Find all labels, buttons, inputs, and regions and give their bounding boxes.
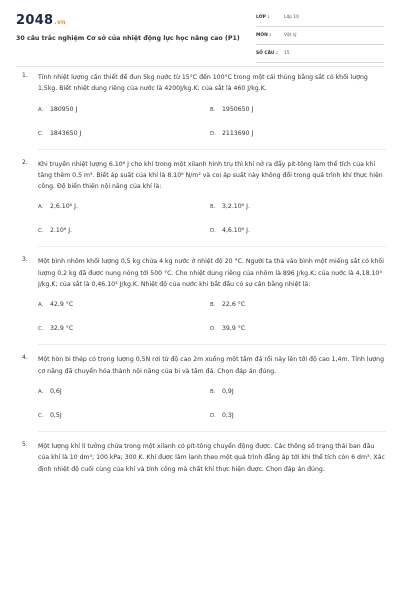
option-letter: C. — [38, 228, 44, 235]
option-a[interactable] — [38, 301, 73, 308]
meta-value: Lớp 10 — [284, 15, 299, 20]
option-text: 42,9 °C — [50, 301, 74, 309]
question-divider — [38, 149, 386, 150]
document-title: 30 câu trắc nghiệm Cơ sở của nhiệt động lực học nâng cao (P1) — [16, 35, 240, 42]
meta-label: MÔN : — [256, 33, 272, 38]
meta-row-subject — [256, 30, 384, 45]
question-number: 5. — [22, 440, 28, 448]
option-letter: D. — [210, 326, 216, 333]
meta-label: LỚP : — [256, 15, 270, 20]
option-letter: B. — [210, 388, 216, 395]
option-text: 32,9 °C — [50, 325, 74, 333]
option-letter: A. — [38, 388, 44, 395]
option-b[interactable] — [210, 106, 253, 113]
option-letter: B. — [210, 302, 216, 309]
option-c[interactable] — [38, 227, 72, 234]
option-b[interactable] — [210, 388, 234, 395]
question-1 — [0, 72, 400, 150]
option-b[interactable] — [210, 203, 250, 210]
option-text: 22,6 °C — [222, 301, 246, 309]
option-c[interactable] — [38, 130, 81, 137]
logo-suffix: .vn — [54, 19, 66, 26]
option-d[interactable] — [210, 325, 245, 332]
option-letter: C. — [38, 130, 44, 137]
question-4 — [0, 354, 400, 432]
logo-main: 2048 — [16, 13, 54, 28]
question-text: Một lượng khí lí tưởng chứa trong một xilanh có pít-tông chuyển động được. Các thông số trạng thái ban đầu của khí là 10 dm³; 100 kPa; 300 K. Khí được làm lạnh theo một quá trình đẳng áp tới khi thể tích còn 6 dm³. Xác định nhiệt độ cuối cùng của khí và tính công mà chất khí thực hiện được. Chọn đáp án đúng. — [38, 442, 385, 473]
question-divider — [38, 344, 386, 345]
question-text: Khi truyền nhiệt lượng 6.10⁶ J cho khí trong một xilanh hình trụ thì khí nở ra đẩy pit-tông làm thể tích của khí tăng thêm 0,5 m³. Biết áp suất của khí là 8.10⁶ N/m² và coi áp suất này không đổi trong quá trình khí thực hiện công. Độ biến thiên nội năng của khí là: — [38, 160, 383, 191]
option-text: 3,2.10⁶ J. — [222, 203, 250, 211]
option-text: 0,9J — [222, 387, 234, 395]
option-letter: C. — [38, 412, 44, 419]
option-d[interactable] — [210, 412, 234, 419]
option-text: 0,5J — [50, 411, 62, 419]
question-number: 1. — [22, 72, 28, 79]
document-header — [0, 0, 400, 62]
answer-options — [38, 296, 386, 340]
option-letter: D. — [210, 228, 216, 235]
question-2 — [0, 159, 400, 248]
meta-row-count — [256, 48, 384, 63]
option-text: 180950 J — [50, 105, 78, 113]
site-logo[interactable] — [16, 13, 66, 28]
question-divider — [38, 431, 386, 432]
meta-row-class — [256, 12, 384, 27]
header-divider — [16, 66, 384, 67]
answer-options — [38, 101, 386, 145]
option-text: 39,9 °C — [222, 325, 246, 333]
document-meta — [256, 12, 384, 66]
option-letter: C. — [38, 326, 44, 333]
option-letter: B. — [210, 204, 216, 211]
option-text: 2.10⁶ J. — [50, 227, 73, 235]
option-text: 1950650 J — [222, 105, 254, 113]
option-text: 2113690 J — [222, 129, 254, 137]
meta-value: Vật lý — [284, 33, 297, 38]
option-letter: A. — [38, 106, 44, 113]
question-list — [0, 72, 400, 475]
option-c[interactable] — [38, 412, 62, 419]
option-text: 0,3J — [222, 411, 234, 419]
question-number: 2. — [22, 158, 28, 166]
option-letter: A. — [38, 302, 44, 309]
meta-label: SỐ CÂU : — [256, 51, 278, 56]
option-text: 2,6.10⁶ J. — [50, 203, 78, 211]
question-number: 4. — [22, 354, 28, 362]
question-text: Một hòn bi thép có trọng lượng 0,5N rơi từ độ cao 2m xuống một tấm đá rồi nảy lên tới độ cao 1,4m. Tính lượng cơ năng đã chuyển hóa thành nội năng của bi và tấm đá. Chọn đáp án đúng. — [38, 356, 385, 375]
option-a[interactable] — [38, 106, 77, 113]
option-d[interactable] — [210, 227, 250, 234]
option-text: 0,6J — [50, 387, 62, 395]
option-text: 4,6.10⁶ J. — [222, 227, 250, 235]
answer-options — [38, 383, 386, 427]
question-5 — [0, 441, 400, 475]
question-divider — [38, 246, 386, 247]
question-text: Một bình nhôm khối lượng 0,5 kg chứa 4 kg nước ở nhiệt độ 20 °C. Người ta thả vào bình một miếng sắt có khối lượng 0,2 kg đã được nung nóng tới 500 °C. Cho nhiệt dung riêng của nhôm là 896 J/kg.K; của nước là 4,18.10³ J/kg.K; của sắt là 0,46.10³ J/kg.K. Nhiệt độ của nước khi bắt đầu có sự cân bằng nhiệt là: — [38, 258, 384, 289]
option-letter: B. — [210, 106, 216, 113]
option-a[interactable] — [38, 203, 78, 210]
question-number: 3. — [22, 256, 28, 264]
meta-value: 15 — [284, 51, 290, 56]
question-3 — [0, 256, 400, 345]
option-letter: D. — [210, 412, 216, 419]
option-letter: D. — [210, 130, 216, 137]
option-text: 1843650 J — [50, 129, 82, 137]
option-letter: A. — [38, 204, 44, 211]
option-c[interactable] — [38, 325, 73, 332]
question-text: Tính nhiệt lượng cần thiết để đun 5kg nước từ 15°C đến 100°C trong một cái thùng bằng sắt có khối lượng 1,5kg. Biết nhiệt dung riêng của nước là 4200J/kg.K; của sắt là 460 J/kg.K. — [38, 74, 368, 93]
answer-options — [38, 198, 386, 242]
option-b[interactable] — [210, 301, 245, 308]
option-a[interactable] — [38, 388, 62, 395]
option-d[interactable] — [210, 130, 253, 137]
